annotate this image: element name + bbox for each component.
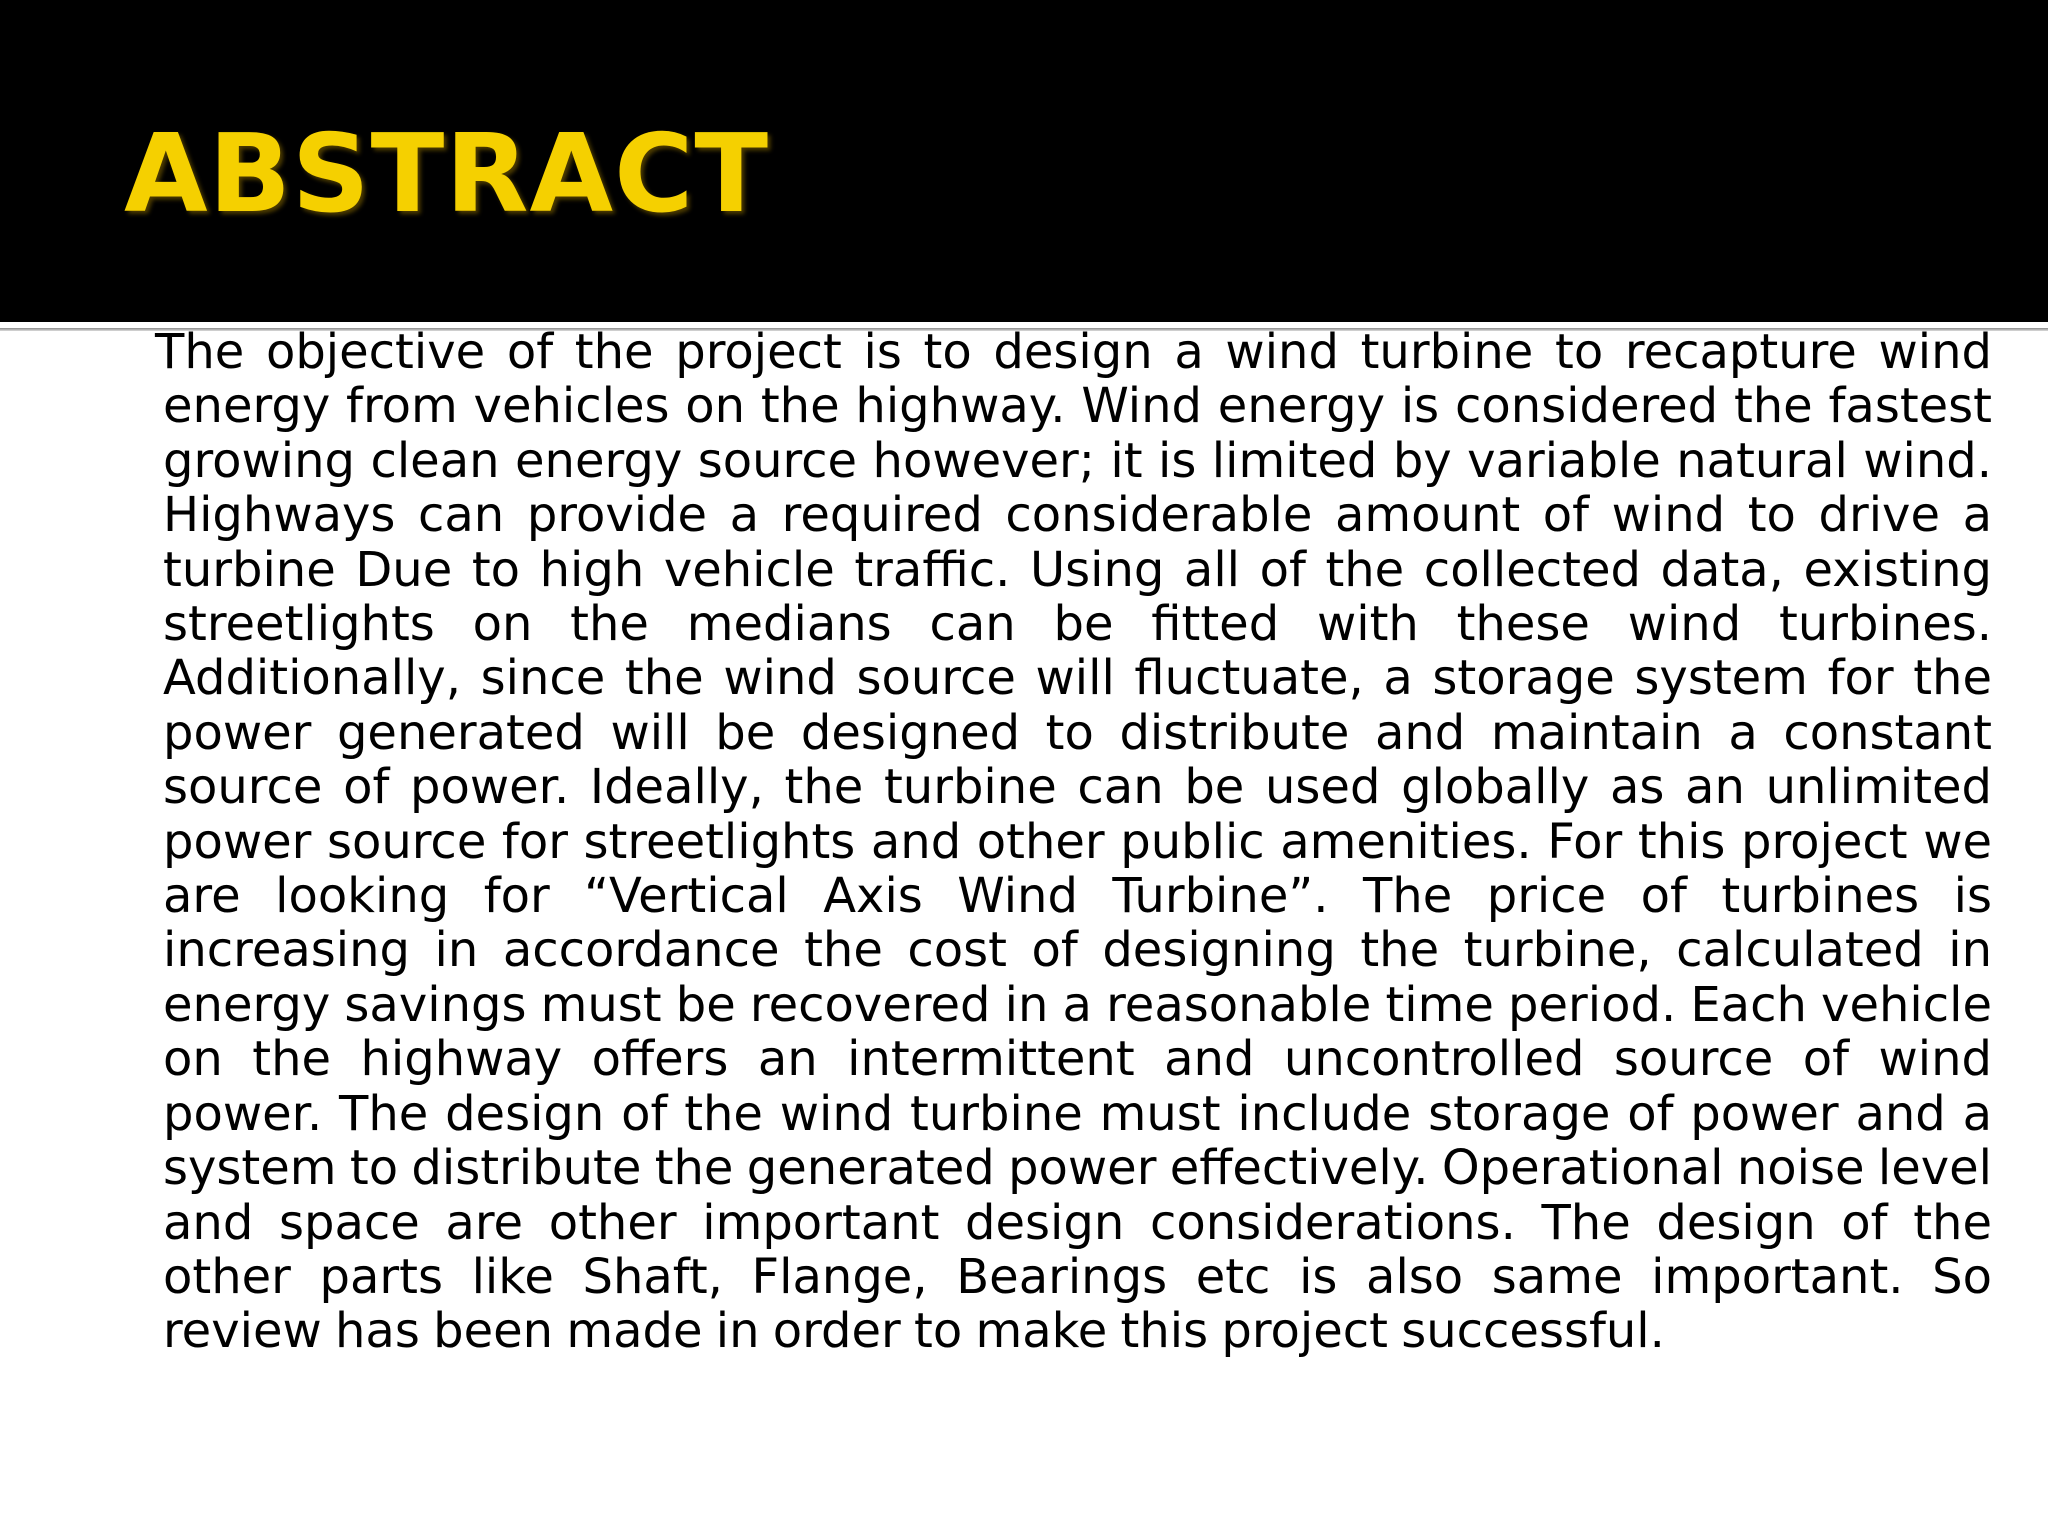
slide-title: ABSTRACT	[124, 112, 770, 237]
title-band	[0, 0, 2048, 322]
abstract-paragraph: The objective of the project is to design a wind turbine to recapture wind energy from vehicles on the highway. Wind energy is considered the fastest growing clean energy source however; it is limited by variable natural wind. Highways can provide a required considerable amount of wind to drive a turbine Due to high vehicle traffic. Using all of the collected data, existing streetlights on the medians can be fitted with these wind turbines. Additionally, since the wind source will fluctuate, a storage system for the power generated will be designed to distribute and maintain a constant source of power. Ideally, the turbine can be used globally as an unlimited power source for streetlights and other public amenities. For this project we are looking for “Vertical Axis Wind Turbine”. The price of turbines is increasing in accordance the cost of designing the turbine, calculated in energy savings must be recovered in a reasonable time period. Each vehicle on the highway offers an intermittent and uncontrolled source of wind power. The design of the wind turbine must include storage of power and a system to distribute the generated power effectively. Operational noise level and space are other important design considerations. The design of the other parts like Shaft, Flange, Bearings etc is also same important. So review has been made in order to make this project successful.	[155, 324, 1992, 1360]
